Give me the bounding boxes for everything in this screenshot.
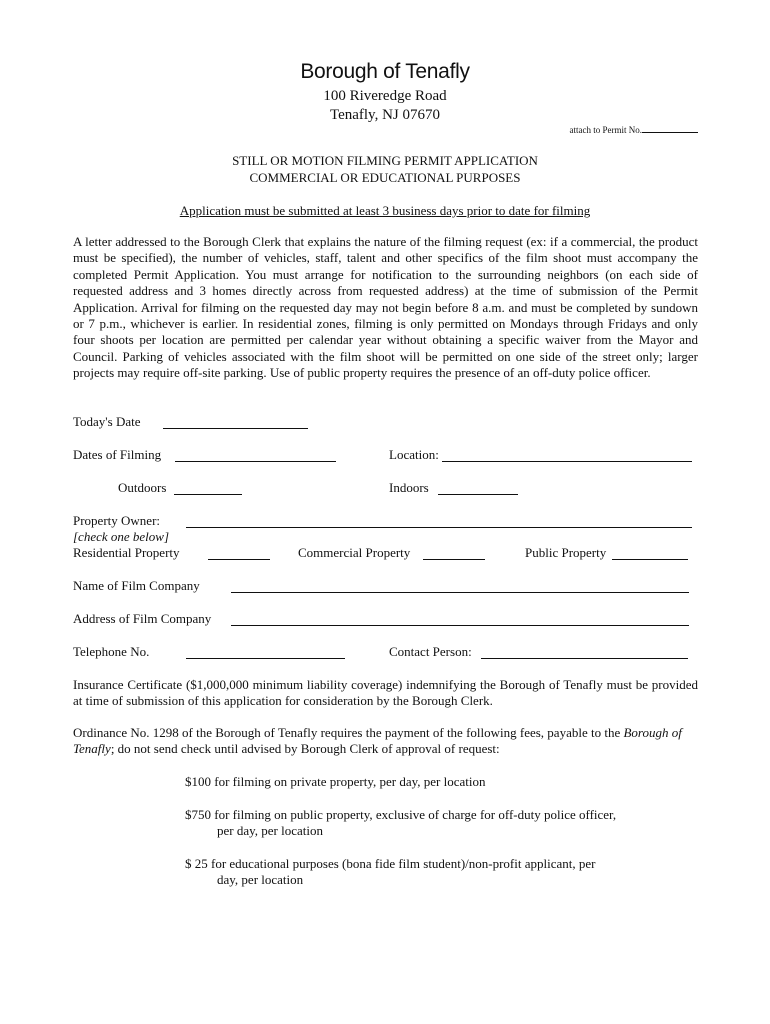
attach-permit-field[interactable] (570, 123, 698, 135)
telephone-label: Telephone No. (73, 644, 150, 659)
public-property-label: Public Property (525, 545, 607, 560)
film-company-address-field[interactable] (231, 625, 689, 626)
fee-line-continued: per day, per location (217, 823, 323, 839)
ordinance-text-after: ; do not send check until advised by Borough Clerk of approval of request: (110, 741, 500, 757)
check-one-note: [check one below] (73, 529, 170, 544)
ordinance-text-before: Ordinance No. 1298 of the Borough of Tenafly requires the payment of the following fees, payable to the (73, 725, 624, 740)
insurance-paragraph: Insurance Certificate ($1,000,000 minimum liability coverage) indemnifying the Borough of Tenafly must be provided at time of submission of this application for consideration by the Borough Clerk. (73, 677, 698, 709)
fee-line: $ 25 for educational purposes (bona fide film student)/non-profit applicant, per (185, 856, 596, 871)
outdoors-label: Outdoors (118, 480, 167, 495)
dates-of-filming-field[interactable] (175, 461, 336, 462)
address-line-2: Tenafly, NJ 07670 (329, 107, 441, 123)
residential-property-field[interactable] (208, 559, 270, 560)
borough-title: Borough of Tenafly (300, 60, 470, 83)
intro-paragraph: A letter addressed to the Borough Clerk that explains the nature of the filming request (ex: if a commercial, the product must be specified), the number of vehicles, staff, talent and other specifics of the film shoot must accompany the completed Permit Application. You must arrange for notification to the surrounding neighbors (on each side of requested address and 3 homes directly across from requested address) at the time of submission of the Permit Application. Arrival for filming on the requested day may not begin before 8 a.m. and must be completed by sundown or 7 p.m., whichever is earlier. In residential zones, filming is only permitted on Mondays through Fridays and only four shoots per location are permitted per calendar year without obtaining a specific waiver from the Mayor and Council. Parking of vehicles associated with the film shoot will be permitted on one side of the street only; larger projects may require off-site parking. Use of public property requires the presence of an off-duty police officer. (73, 234, 698, 381)
fee-line: $100 for filming on private property, per day, per location (185, 774, 486, 789)
todays-date-field[interactable] (163, 428, 308, 429)
film-company-name-label: Name of Film Company (73, 578, 200, 593)
indoors-label: Indoors (389, 480, 429, 495)
film-company-name-field[interactable] (231, 592, 689, 593)
submission-notice: Application must be submitted at least 3 business days prior to date for filming (179, 203, 591, 218)
fee-line-continued: day, per location (217, 872, 304, 888)
public-property-field[interactable] (612, 559, 688, 560)
property-owner-field[interactable] (186, 527, 692, 528)
telephone-field[interactable] (186, 658, 345, 659)
address-line-1: 100 Riveredge Road (323, 88, 447, 104)
fee-line: $750 for filming on public property, exclusive of charge for off-duty police officer, (185, 807, 617, 822)
form-title-line-2: COMMERCIAL OR EDUCATIONAL PURPOSES (249, 170, 521, 185)
fee-private-property (185, 774, 665, 790)
commercial-property-label: Commercial Property (298, 545, 411, 560)
form-title-line-1: STILL OR MOTION FILMING PERMIT APPLICATION (232, 153, 538, 168)
indoors-field[interactable] (438, 494, 518, 495)
attach-permit-label: attach to Permit No. (569, 125, 642, 135)
fee-public-property (185, 807, 665, 840)
outdoors-field[interactable] (174, 494, 242, 495)
ordinance-paragraph (73, 725, 698, 758)
location-field[interactable] (442, 461, 692, 462)
ordinance-italic-name: Borough of Tenafly (73, 725, 682, 757)
residential-property-label: Residential Property (73, 545, 180, 560)
todays-date-label: Today's Date (73, 414, 141, 429)
location-label: Location: (389, 447, 439, 462)
contact-person-field[interactable] (481, 658, 688, 659)
fee-educational (185, 856, 665, 889)
attach-permit-blank[interactable] (642, 123, 698, 133)
film-company-address-label: Address of Film Company (73, 611, 212, 626)
dates-of-filming-label: Dates of Filming (73, 447, 162, 462)
commercial-property-field[interactable] (423, 559, 485, 560)
property-owner-label: Property Owner: (73, 513, 161, 528)
contact-person-label: Contact Person: (389, 644, 472, 659)
